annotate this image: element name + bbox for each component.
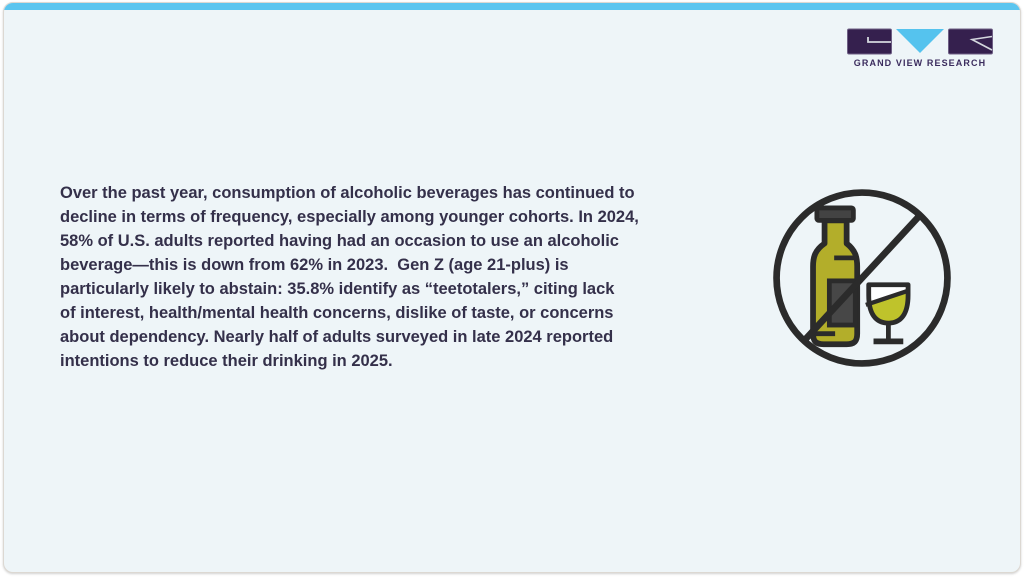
wine-glass-icon xyxy=(866,285,911,342)
logo-v-triangle xyxy=(896,29,944,53)
paragraph-line: of interest, health/mental health concerns, dislike of taste, or concerns xyxy=(60,303,614,322)
no-alcohol-svg xyxy=(766,182,958,374)
bottle-cap xyxy=(817,208,853,220)
logo-r-block xyxy=(949,29,993,54)
top-accent-bar xyxy=(4,3,1020,10)
no-alcohol-icon xyxy=(766,182,958,374)
brand-name: GRAND VIEW RESEARCH xyxy=(853,58,987,68)
paragraph-line: about dependency. Nearly half of adults surveyed in late 2024 reported xyxy=(60,327,614,346)
summary-paragraph xyxy=(60,181,639,373)
paragraph-line: decline in terms of frequency, especially among younger cohorts. In 2024, xyxy=(60,207,639,226)
paragraph-line: Over the past year, consumption of alcoholic beverages has continued to xyxy=(60,183,635,202)
content-card xyxy=(3,2,1021,573)
paragraph-line: 58% of U.S. adults reported having had an occasion to use an alcoholic xyxy=(60,231,619,250)
paragraph-line: particularly likely to abstain: 35.8% identify as “teetotalers,” citing lack xyxy=(60,279,615,298)
paragraph-line: beverage—this is down from 62% in 2023. Gen Z (age 21-plus) is xyxy=(60,255,569,274)
brand-logo xyxy=(847,28,993,68)
paragraph-line: intentions to reduce their drinking in 2025. xyxy=(60,351,393,370)
gvr-logo-icon xyxy=(847,28,993,55)
